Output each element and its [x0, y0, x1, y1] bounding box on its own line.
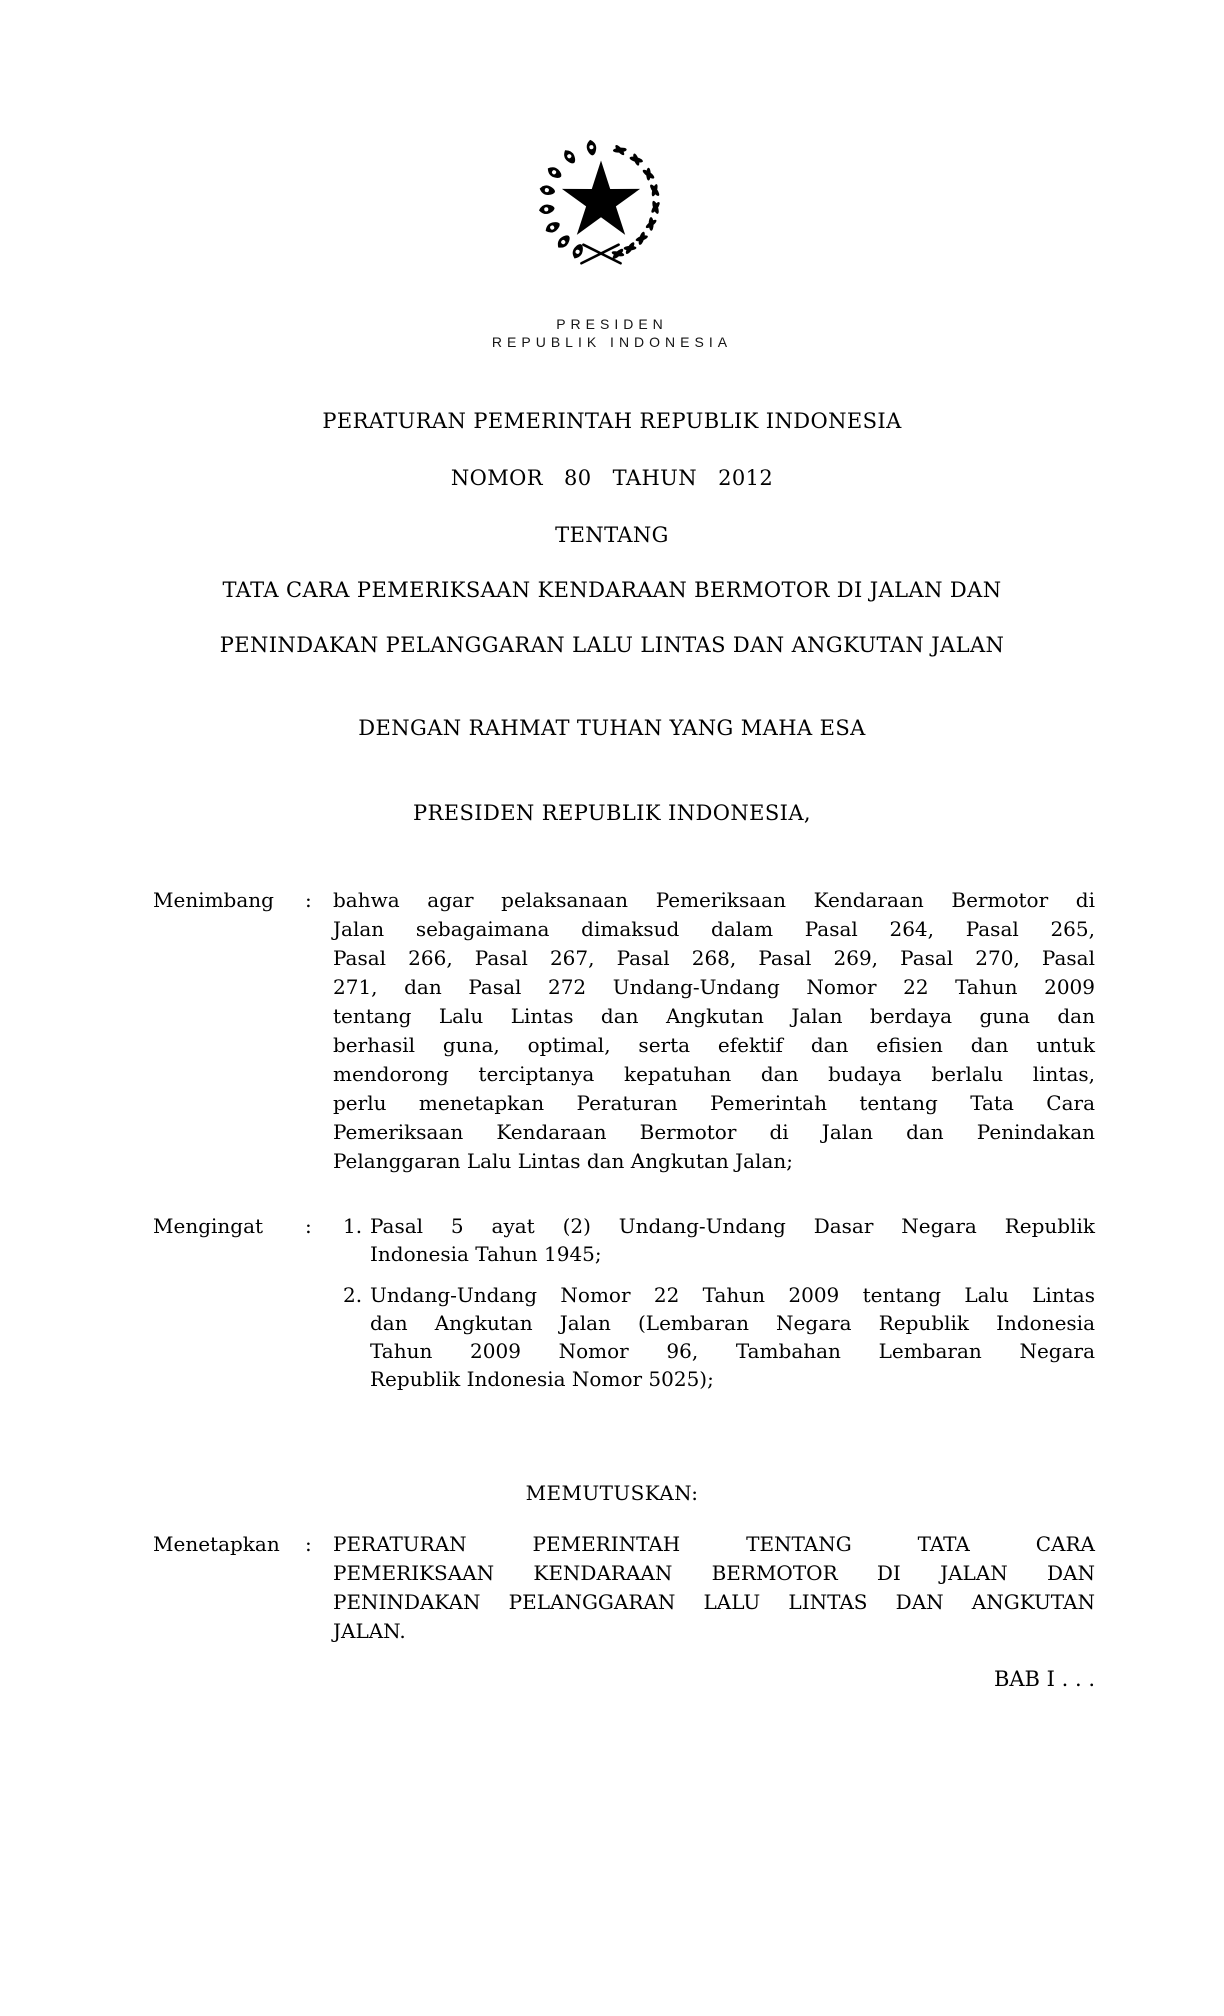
menimbang-section: [153, 886, 1095, 1176]
paragraph-line: bahwa agar pelaksanaan Pemeriksaan Kendaraan Bermotor di: [333, 888, 1095, 912]
paragraph-line: berhasil guna, optimal, serta efektif dan efisien dan untuk: [333, 1033, 1095, 1057]
menetapkan-paragraph: [333, 1530, 1095, 1646]
subject-line-2: PENINDAKAN PELANGGARAN LALU LINTAS DAN ANGKUTAN JALAN: [219, 633, 1005, 657]
menimbang-colon: :: [305, 888, 312, 912]
paragraph-line: Pasal 5 ayat (2) Undang-Undang Dasar Negara Republik: [370, 1214, 1095, 1238]
item-text: [370, 1212, 1095, 1268]
star-icon: [562, 160, 640, 234]
letterhead-presiden: PRESIDEN: [556, 316, 668, 332]
mengingat-section: [153, 1212, 1095, 1393]
paragraph-line: mendorong terciptanya kepatuhan dan budaya berlalu lintas,: [333, 1062, 1095, 1086]
paragraph-line: tentang Lalu Lintas dan Angkutan Jalan berdaya guna dan: [333, 1004, 1095, 1028]
paragraph-line: Jalan sebagaimana dimaksud dalam Pasal 264, Pasal 265,: [333, 917, 1095, 941]
authority-line: PRESIDEN REPUBLIK INDONESIA,: [413, 801, 811, 825]
paragraph-line: JALAN.: [333, 1619, 406, 1643]
paragraph-line: Pelanggaran Lalu Lintas dan Angkutan Jalan;: [333, 1149, 793, 1173]
paragraph-line: perlu menetapkan Peraturan Pemerintah tentang Tata Cara: [333, 1091, 1095, 1115]
menetapkan-colon: :: [305, 1532, 312, 1556]
tentang-heading: TENTANG: [555, 523, 669, 547]
item-number: 1.: [343, 1214, 363, 1238]
legal-basis-item: [333, 1281, 1095, 1393]
menetapkan-label: Menetapkan: [153, 1532, 280, 1556]
item-text: [370, 1281, 1095, 1393]
paragraph-line: PEMERIKSAAN KENDARAAN BERMOTOR DI JALAN DAN: [333, 1561, 1095, 1585]
regulation-number: NOMOR 80 TAHUN 2012: [450, 466, 774, 490]
paragraph-line: Pemeriksaan Kendaraan Bermotor di Jalan dan Penindakan: [333, 1120, 1095, 1144]
paragraph-line: PENINDAKAN PELANGGARAN LALU LINTAS DAN ANGKUTAN: [333, 1590, 1095, 1614]
menimbang-paragraph: [333, 886, 1095, 1176]
letterhead-republik-indonesia: REPUBLIK INDONESIA: [491, 334, 733, 350]
paragraph-line: dan Angkutan Jalan (Lembaran Negara Republik Indonesia: [370, 1311, 1095, 1335]
paragraph-line: Undang-Undang Nomor 22 Tahun 2009 tentang Lalu Lintas: [370, 1283, 1095, 1307]
paragraph-line: Indonesia Tahun 1945;: [370, 1242, 602, 1266]
catchword-bab-i: BAB I . . .: [993, 1667, 1095, 1691]
legal-basis-item: [333, 1212, 1095, 1268]
menetapkan-section: [153, 1530, 1095, 1646]
paragraph-line: Pasal 266, Pasal 267, Pasal 268, Pasal 269, Pasal 270, Pasal: [333, 946, 1095, 970]
menimbang-label: Menimbang: [153, 888, 274, 912]
item-number: 2.: [343, 1283, 363, 1307]
regulation-title: PERATURAN PEMERINTAH REPUBLIK INDONESIA: [322, 409, 902, 433]
mengingat-items: [333, 1212, 1095, 1393]
presidential-star-wreath-emblem-icon: [527, 135, 675, 277]
paragraph-line: Tahun 2009 Nomor 96, Tambahan Lembaran Negara: [370, 1339, 1095, 1363]
mengingat-label: Mengingat: [153, 1214, 264, 1238]
memutuskan-heading: MEMUTUSKAN:: [525, 1481, 699, 1505]
subject-line-1: TATA CARA PEMERIKSAAN KENDARAAN BERMOTOR DI JALAN DAN: [222, 578, 1002, 602]
mengingat-colon: :: [305, 1214, 312, 1238]
paragraph-line: PERATURAN PEMERINTAH TENTANG TATA CARA: [333, 1532, 1095, 1556]
paragraph-line: 271, dan Pasal 272 Undang-Undang Nomor 22 Tahun 2009: [333, 975, 1095, 999]
paragraph-line: Republik Indonesia Nomor 5025);: [370, 1367, 714, 1391]
invocation-line: DENGAN RAHMAT TUHAN YANG MAHA ESA: [358, 716, 866, 740]
